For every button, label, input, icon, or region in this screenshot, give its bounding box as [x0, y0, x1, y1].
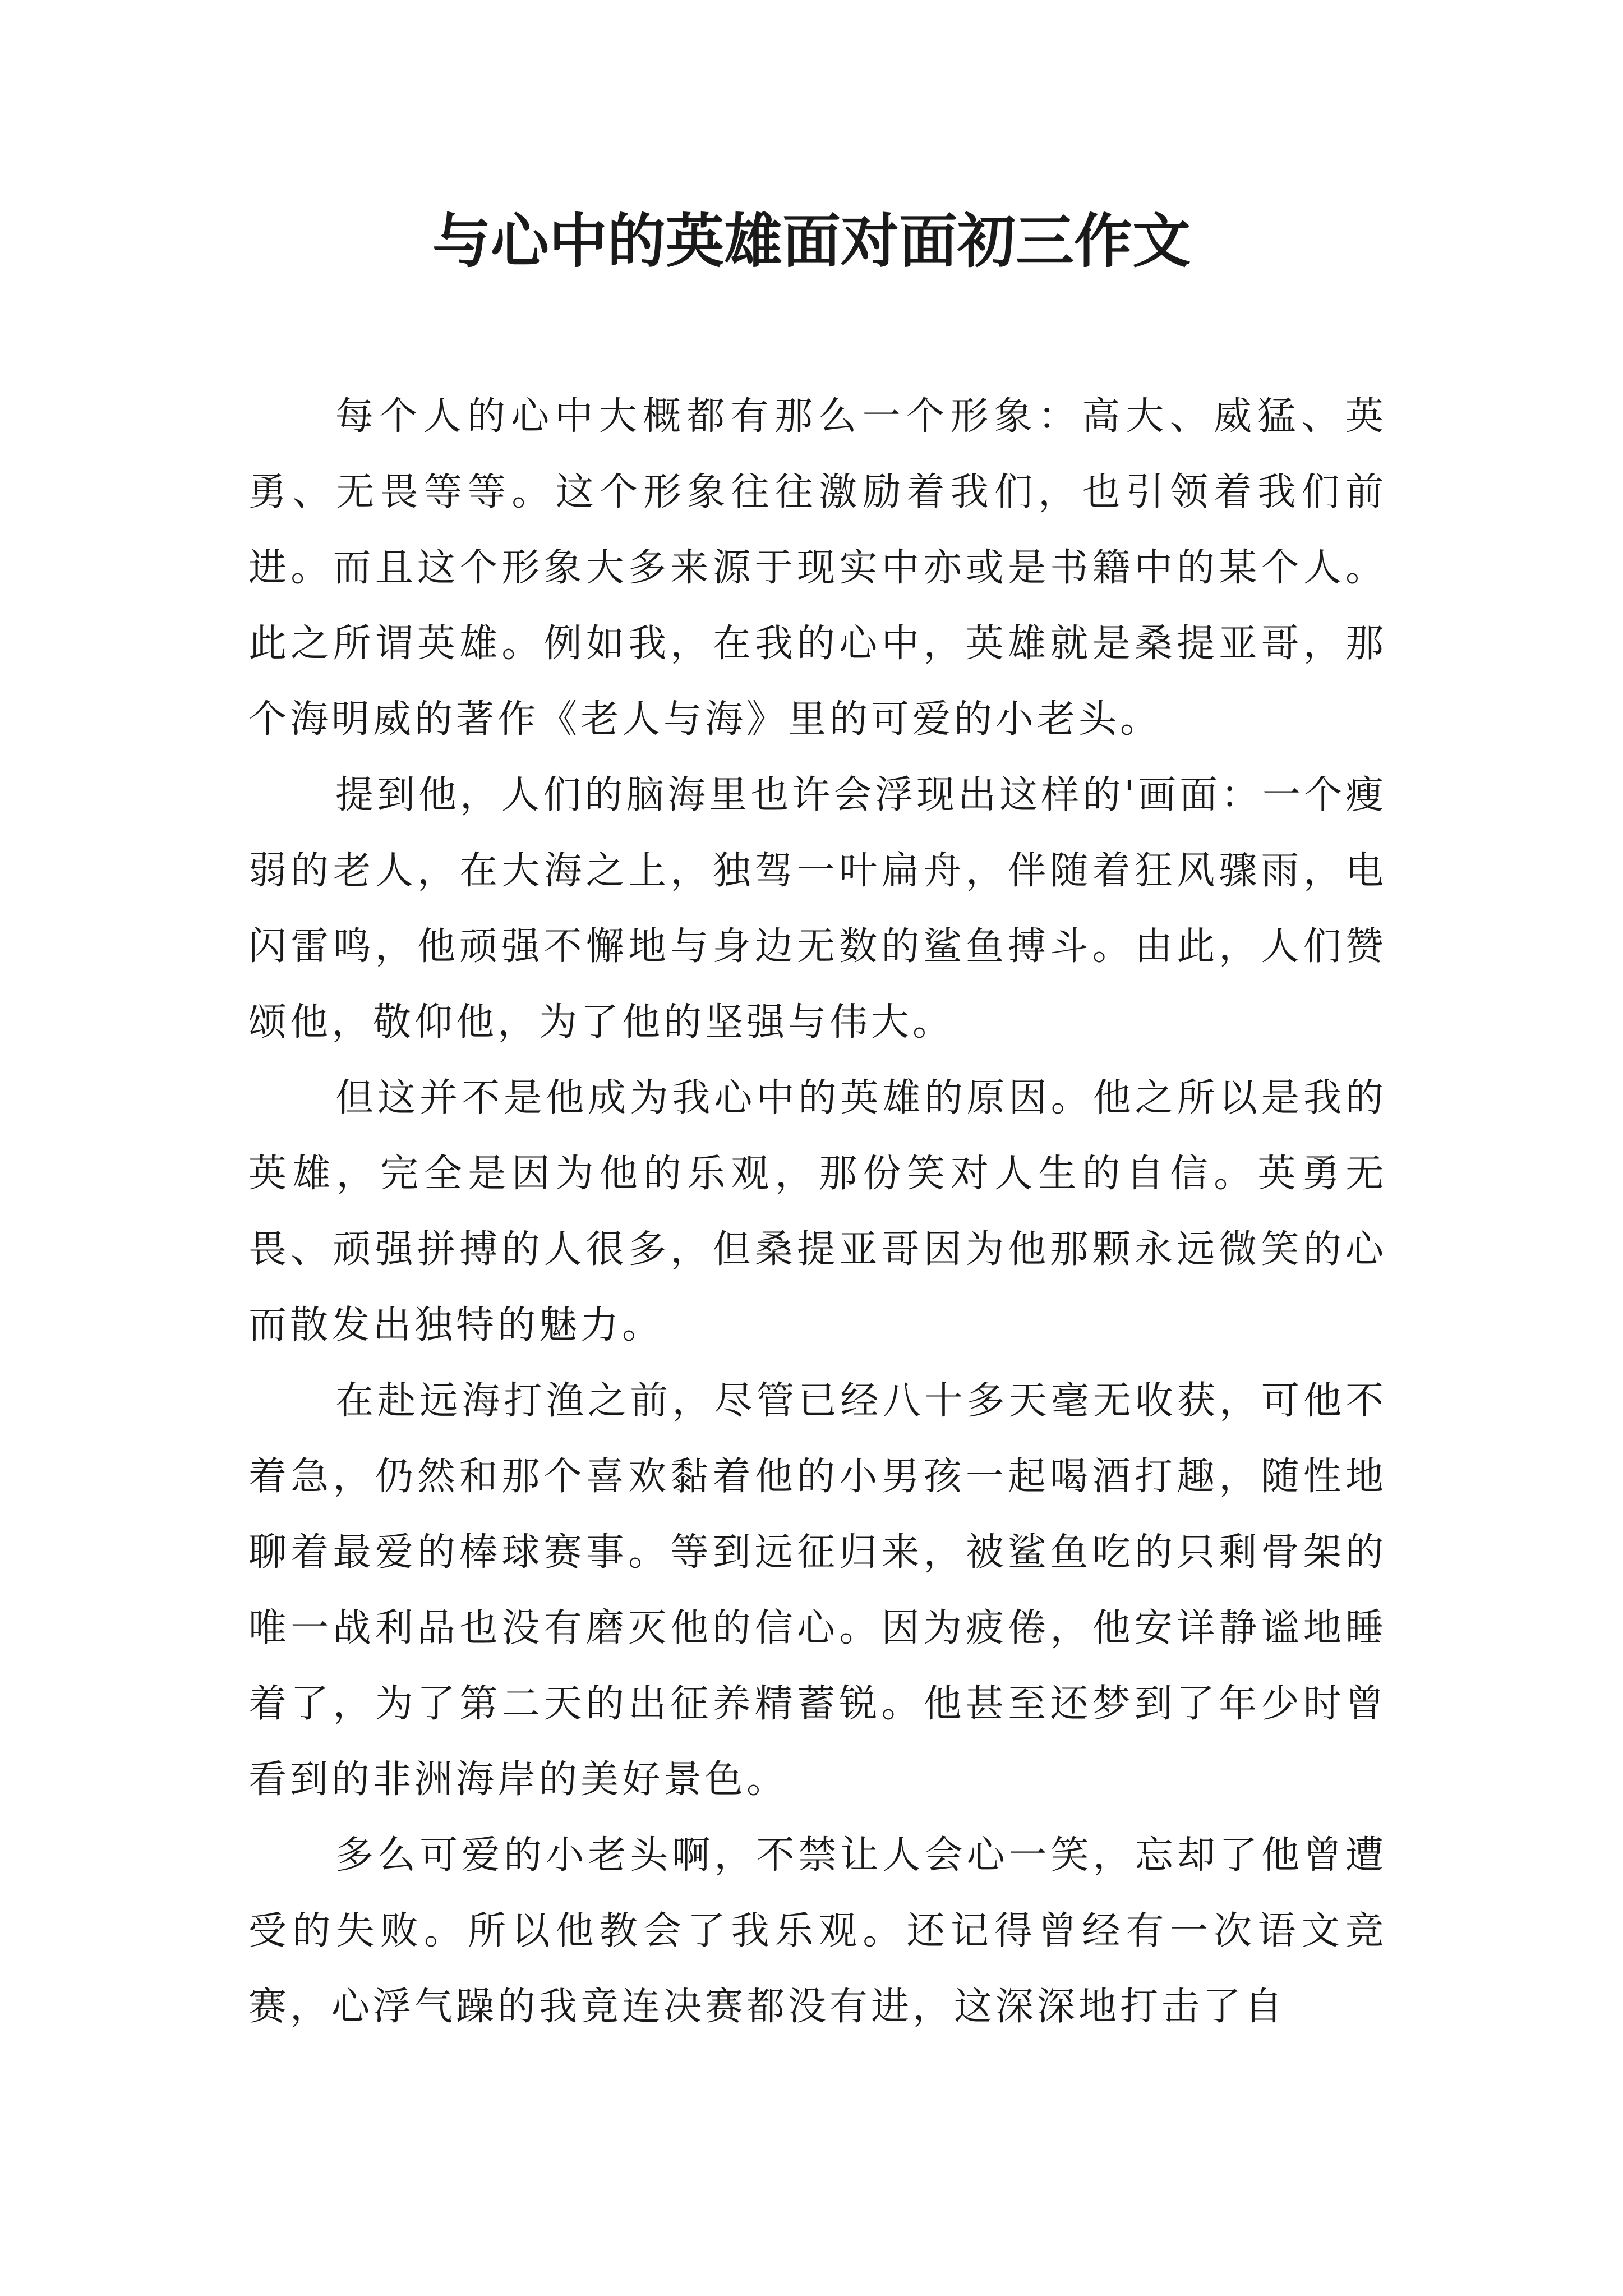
paragraph: 多么可爱的小老头啊，不禁让人会心一笑，忘却了他曾遭受的失败。所以他教会了我乐观。还记得曾经有一次语文竞赛，心浮气躁的我竟连决赛都没有进，这深深地打击了自: [248, 1833, 1387, 2029]
paragraph: 在赴远海打渔之前，尽管已经八十多天毫无收获，可他不着急，仍然和那个喜欢黏着他的小男孩一起喝酒打趣，随性地聊着最爱的棒球赛事。等到远征归来，被鲨鱼吃的只剩骨架的唯一战利品也没有磨灭他的信心。因为疲倦，他安详静谧地睡着了，为了第二天的出征养精蓄锐。他甚至还梦到了年少时曾看到的非洲海岸的美好景色。: [248, 1379, 1387, 1802]
paragraph: 每个人的心中大概都有那么一个形象：高大、威猛、英勇、无畏等等。这个形象往往激励着我们，也引领着我们前进。而且这个形象大多来源于现实中亦或是书籍中的某个人。此之所谓英雄。例如我，在我的心中，英雄就是桑提亚哥，那个海明威的著作《老人与海》里的可爱的小老头。: [248, 394, 1387, 742]
paragraph: 但这并不是他成为我心中的英雄的原因。他之所以是我的英雄，完全是因为他的乐观，那份笑对人生的自信。英勇无畏、顽强拼搏的人很多，但桑提亚哥因为他那颗永远微笑的心而散发出独特的魅力。: [248, 1076, 1387, 1347]
paragraph: 提到他，人们的脑海里也许会浮现出这样的'画面：一个瘦弱的老人，在大海之上，独驾一叶扁舟，伴随着狂风骤雨，电闪雷鸣，他顽强不懈地与身边无数的鲨鱼搏斗。由此，人们赞颂他，敬仰他，为了他的坚强与伟大。: [248, 773, 1387, 1045]
document-body: [248, 379, 1387, 2045]
document-title: 与心中的英雄面对面初三作文: [432, 206, 1191, 275]
